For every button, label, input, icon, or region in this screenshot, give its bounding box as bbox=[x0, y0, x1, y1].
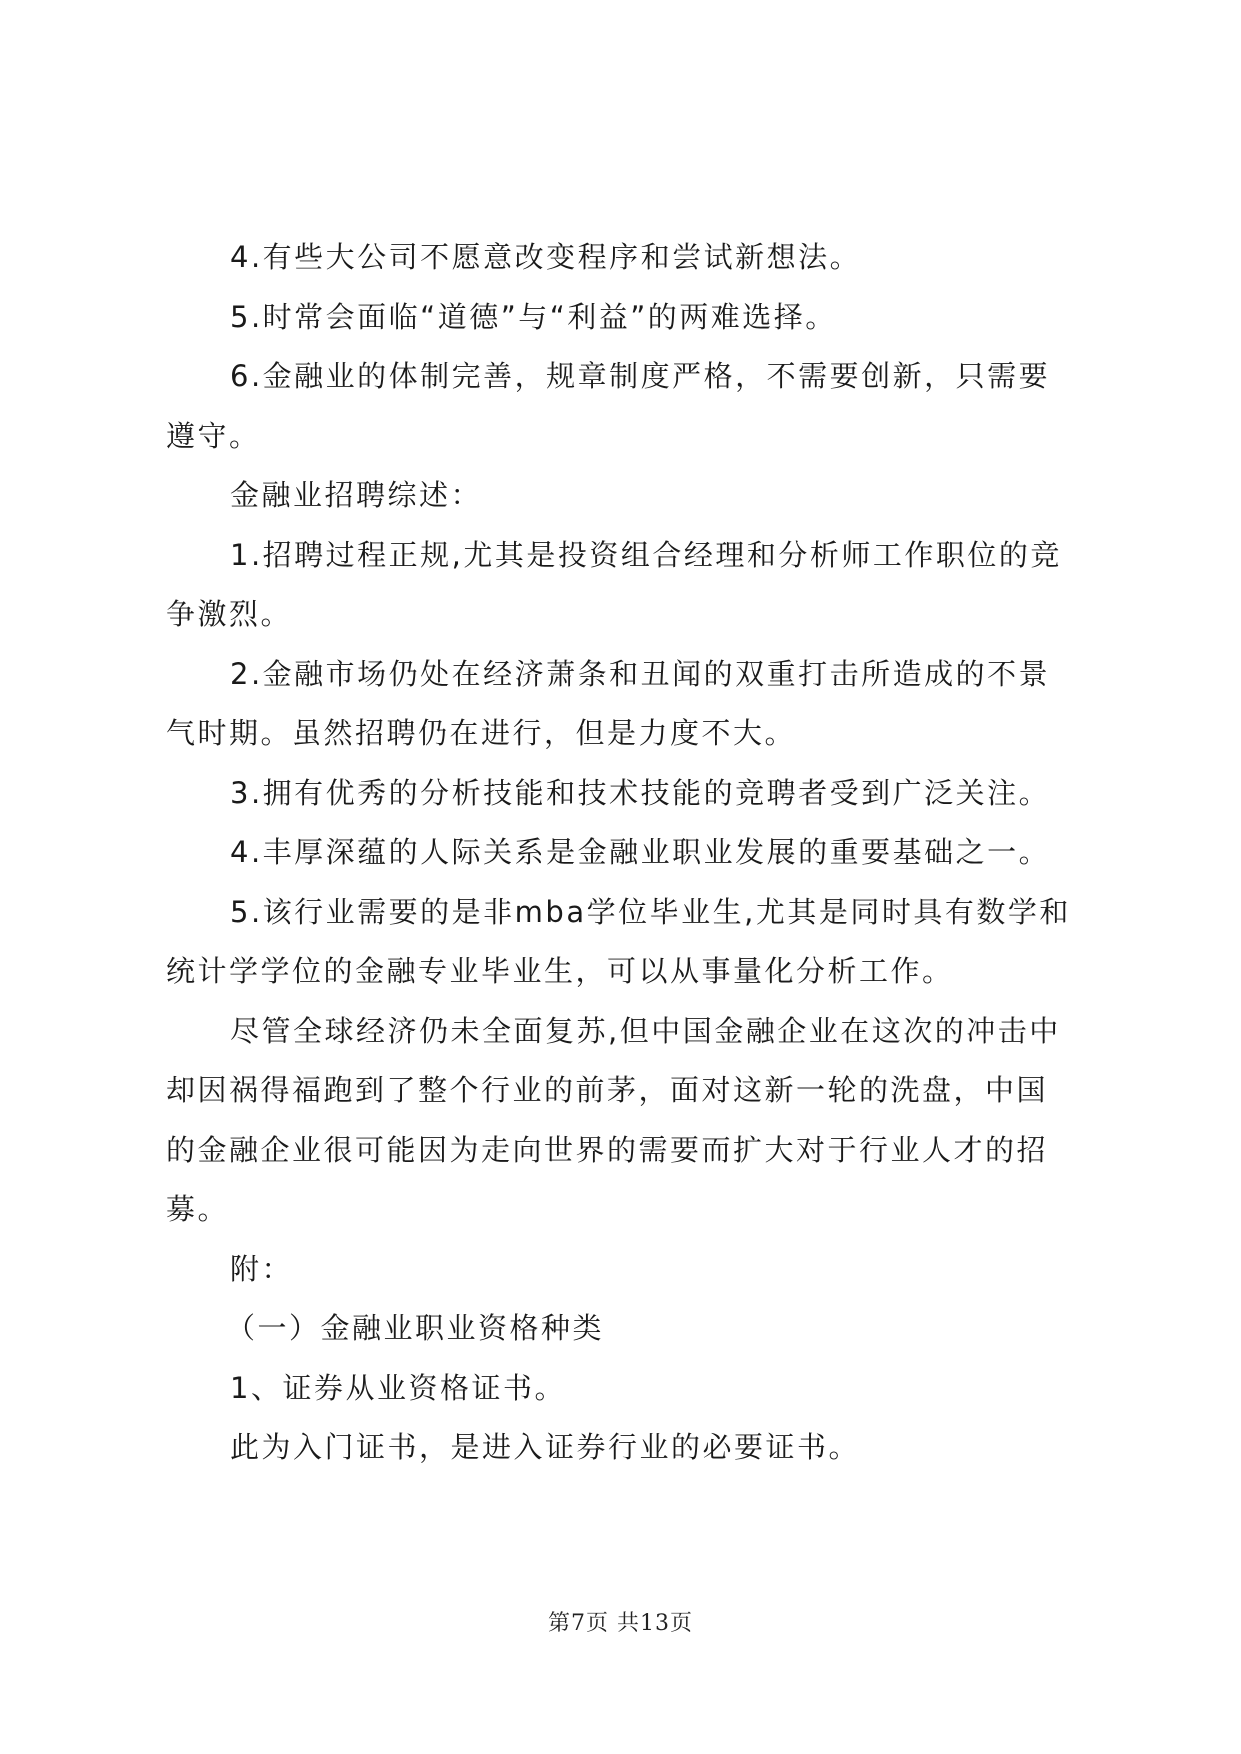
section-heading-recruitment: 金融业招聘综述： bbox=[230, 478, 483, 512]
recruitment-item-4: 4.丰厚深蕴的人际关系是金融业职业发展的重要基础之一。 bbox=[230, 835, 1051, 869]
appendix-label: 附： bbox=[230, 1251, 294, 1286]
certificate-item-1: 1、证券从业资格证书。 bbox=[230, 1370, 566, 1405]
recruitment-item-1: 1.招聘过程正规,尤其是投资组合经理和分析师工作职位的竞争激烈。 bbox=[166, 537, 1062, 631]
recruitment-item-2: 2.金融市场仍处在经济萧条和丑闻的双重打击所造成的不景气时期。虽然招聘仍在进行，但是力度不大。 bbox=[166, 656, 1051, 750]
summary-paragraph: 尽管全球经济仍未全面复苏,但中国金融企业在这次的冲击中却因祸得福跑到了整个行业的前茅，面对这新一轮的洗盘，中国的金融企业很可能因为走向世界的需要而扩大对于行业人才的招募。 bbox=[166, 1013, 1061, 1226]
certificate-description: 此为入门证书，是进入证券行业的必要证书。 bbox=[230, 1430, 861, 1464]
appendix-section-heading: （一）金融业职业资格种类 bbox=[226, 1311, 605, 1345]
paragraph-item-6: 6.金融业的体制完善，规章制度严格，不需要创新，只需要遵守。 bbox=[166, 359, 1051, 453]
recruitment-item-5: 5.该行业需要的是非mba学位毕业生,尤其是同时具有数学和统计学学位的金融专业毕业生，可以从事量化分析工作。 bbox=[166, 894, 1071, 988]
recruitment-item-3: 3.拥有优秀的分析技能和技术技能的竞聘者受到广泛关注。 bbox=[230, 775, 1051, 810]
paragraph-item-5: 5.时常会面临“道德”与“利益”的两难选择。 bbox=[230, 299, 837, 334]
document-body bbox=[166, 228, 1078, 1478]
page-number-footer: 第7页 共13页 bbox=[548, 1611, 693, 1636]
paragraph-item-4: 4.有些大公司不愿意改变程序和尝试新想法。 bbox=[230, 240, 862, 274]
